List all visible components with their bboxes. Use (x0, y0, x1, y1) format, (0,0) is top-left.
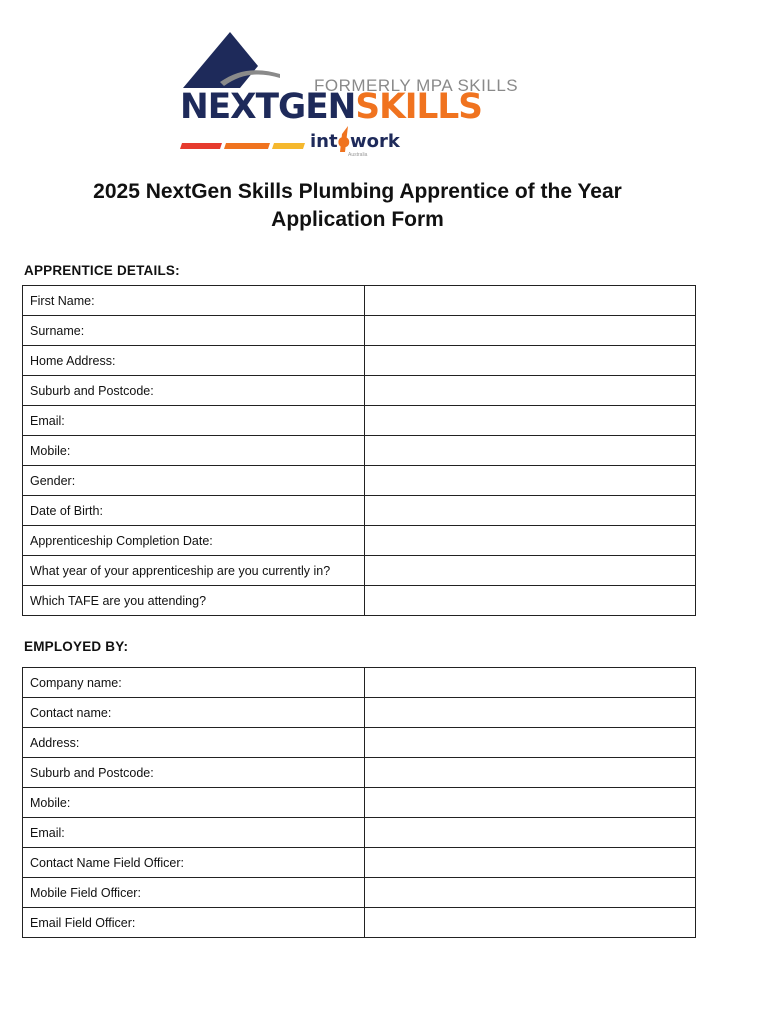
field-input[interactable] (365, 556, 696, 586)
field-label: First Name: (23, 286, 365, 316)
field-label: Suburb and Postcode: (23, 376, 365, 406)
field-input[interactable] (365, 758, 696, 788)
form-row (23, 316, 696, 346)
field-label: Gender: (23, 466, 365, 496)
field-input[interactable] (365, 878, 696, 908)
field-label: Suburb and Postcode: (23, 758, 365, 788)
field-label: Email Field Officer: (23, 908, 365, 938)
form-row (23, 376, 696, 406)
field-label: What year of your apprenticeship are you currently in? (23, 556, 365, 586)
employed-by-heading: EMPLOYED BY: (24, 639, 129, 654)
field-input[interactable] (365, 788, 696, 818)
nextgen-skills-logo (180, 30, 535, 160)
field-input[interactable] (365, 466, 696, 496)
logo-formerly-text: FORMERLY MPA SKILLS (314, 76, 519, 95)
intowork-part1: int (310, 131, 338, 152)
field-label: Apprenticeship Completion Date: (23, 526, 365, 556)
field-label: Company name: (23, 668, 365, 698)
employed-by-table (22, 667, 696, 938)
form-row (23, 908, 696, 938)
logo-stripe-yellow (272, 143, 305, 149)
field-input[interactable] (365, 316, 696, 346)
form-row (23, 698, 696, 728)
field-input[interactable] (365, 908, 696, 938)
field-input[interactable] (365, 526, 696, 556)
page-title-line1: 2025 NextGen Skills Plumbing Apprentice of the Year (93, 180, 622, 203)
field-label: Date of Birth: (23, 496, 365, 526)
form-row (23, 436, 696, 466)
field-label: Email: (23, 406, 365, 436)
form-row (23, 346, 696, 376)
form-row (23, 848, 696, 878)
field-input[interactable] (365, 346, 696, 376)
field-label: Email: (23, 818, 365, 848)
logo-stripe-red (180, 143, 222, 149)
intowork-tagline: Australia (348, 152, 368, 158)
apprentice-details-table (22, 285, 696, 616)
field-label: Mobile Field Officer: (23, 878, 365, 908)
form-row (23, 668, 696, 698)
field-input[interactable] (365, 818, 696, 848)
field-label: Which TAFE are you attending? (23, 586, 365, 616)
field-label: Contact name: (23, 698, 365, 728)
form-row (23, 758, 696, 788)
page-title-line2: Application Form (271, 208, 444, 231)
form-row (23, 286, 696, 316)
logo-wordmark (180, 87, 483, 127)
form-row (23, 406, 696, 436)
field-input[interactable] (365, 406, 696, 436)
intowork-logo (310, 133, 400, 151)
form-row (23, 586, 696, 616)
intowork-part2: o (337, 131, 350, 152)
logo-wordmark-skills: SKILLS (355, 87, 483, 127)
form-row (23, 556, 696, 586)
logo-wordmark-nextgen: NEXTGEN (180, 87, 356, 127)
field-input[interactable] (365, 586, 696, 616)
page-title (0, 178, 715, 234)
field-input[interactable] (365, 668, 696, 698)
form-row (23, 466, 696, 496)
form-row (23, 526, 696, 556)
form-row (23, 788, 696, 818)
field-input[interactable] (365, 436, 696, 466)
intowork-part3: work (349, 131, 400, 152)
field-input[interactable] (365, 848, 696, 878)
form-row (23, 728, 696, 758)
apprentice-details-heading: APPRENTICE DETAILS: (24, 263, 180, 278)
form-row (23, 878, 696, 908)
field-label: Contact Name Field Officer: (23, 848, 365, 878)
field-label: Mobile: (23, 788, 365, 818)
field-label: Surname: (23, 316, 365, 346)
field-input[interactable] (365, 376, 696, 406)
field-input[interactable] (365, 286, 696, 316)
field-label: Address: (23, 728, 365, 758)
field-input[interactable] (365, 728, 696, 758)
logo-stripe-orange (224, 143, 270, 149)
form-row (23, 496, 696, 526)
field-input[interactable] (365, 698, 696, 728)
field-input[interactable] (365, 496, 696, 526)
field-label: Home Address: (23, 346, 365, 376)
form-row (23, 818, 696, 848)
logo-mountain-shape (183, 32, 258, 88)
field-label: Mobile: (23, 436, 365, 466)
